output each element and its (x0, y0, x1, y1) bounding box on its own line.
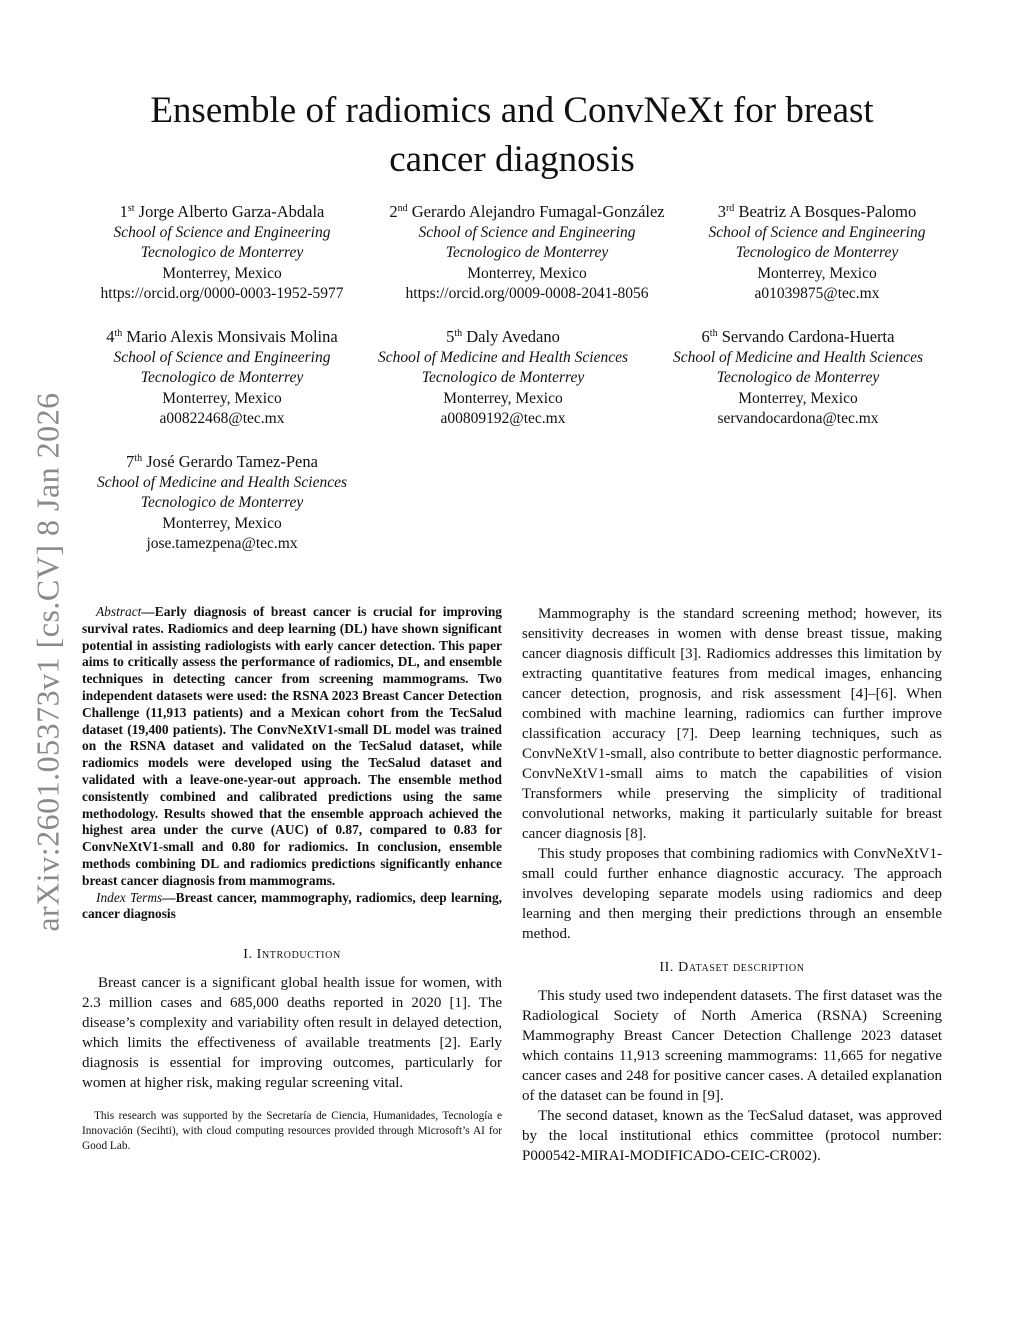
author-ordinal: 3 (717, 202, 726, 221)
author-institution: Tecnologico de Monterrey (421, 369, 585, 386)
abstract-text: Early diagnosis of breast cancer is crucial for improving survival rates. Radiomics and deep learning (DL) have shown significant potential in assisting radiologists with early cancer detection. This paper aims to critically assess the performance of radiomics, DL, and ensemble techniques in detecting cancer from screening mammograms. Two independent datasets were used: the RSNA 2023 Breast Cancer Detection Challenge (11,913 patients) and a Mexican cohort from the TecSalud dataset (19,400 patients). The ConvNeXtV1-small DL model was trained on the RSNA dataset and validated on the TecSalud dataset, while radiomics models were developed using the TecSalud dataset and validated with a leave-one-year-out approach. The ensemble method consistently combined and calibrated predictions using the same methodology. Results showed that the ensemble approach achieved the highest area under the curve (AUC) of 0.87, compared to 0.83 for ConvNeXtV1-small and 0.80 for radiomics. In conclusion, ensemble methods combining DL and radiomics predictions significantly enhance breast cancer diagnosis from mammograms. (82, 604, 502, 888)
author-location: Monterrey, Mexico (467, 264, 587, 282)
author-institution: Tecnologico de Monterrey (140, 369, 304, 386)
author-ordinal-suffix: nd (397, 203, 408, 214)
author-location: Monterrey, Mexico (162, 264, 282, 282)
author-institution: Tecnologico de Monterrey (140, 244, 304, 261)
author-name: Beatriz A Bosques-Palomo (738, 202, 917, 221)
author-ordinal-suffix: rd (725, 203, 735, 214)
author-school: School of Medicine and Health Sciences (377, 348, 629, 366)
section-heading-dataset: II. Dataset description (659, 960, 805, 975)
author-block-4 (72, 327, 372, 430)
dataset-paragraph-1: This study used two independent datasets. The first dataset was the Radiological Society of North America (RSNA) Screening Mammography Breast Cancer Detection Challenge 2023 dataset which contains 11,913 screening mammograms: 11,665 for negative cancer cases and 248 for positive cancer cases. A detailed explanation of the dataset can be found in [9]. (522, 988, 942, 1104)
author-ordinal-suffix: th (709, 328, 718, 339)
index-terms-dash: — (162, 889, 176, 905)
author-name: Servando Cardona-Huerta (721, 327, 895, 346)
author-institution: Tecnologico de Monterrey (445, 244, 609, 261)
author-name: Mario Alexis Monsivais Molina (126, 327, 338, 346)
index-terms (82, 890, 502, 924)
author-school: School of Science and Engineering (113, 348, 331, 366)
author-block-2 (372, 202, 682, 305)
author-ordinal-suffix: th (134, 453, 143, 464)
author-school: School of Science and Engineering (708, 223, 926, 241)
abstract-dash: — (141, 604, 155, 619)
author-contact: servandocardona@tec.mx (717, 410, 879, 427)
author-contact: a01039875@tec.mx (754, 285, 880, 302)
author-block-1 (72, 202, 372, 305)
section-heading-introduction: I. Introduction (243, 947, 341, 963)
author-ordinal: 5 (446, 327, 455, 346)
paper-title-line-2: cancer diagnosis (389, 139, 635, 180)
author-location: Monterrey, Mexico (738, 389, 858, 407)
author-ordinal: 2 (389, 202, 398, 221)
author-ordinal: 7 (126, 452, 135, 471)
right-column (522, 604, 942, 1166)
abstract-label: Abstract (96, 604, 142, 619)
author-block-6 (652, 327, 944, 430)
abstract (82, 604, 502, 890)
author-name: Daly Avedano (466, 327, 560, 346)
author-ordinal: 6 (701, 327, 710, 346)
author-ordinal-suffix: st (127, 203, 135, 214)
index-terms-text: Breast cancer, mammography, radiomics, deep learning, cancer diagnosis (82, 889, 502, 922)
author-contact: a00822468@tec.mx (159, 410, 285, 427)
author-contact: jose.tamezpena@tec.mx (146, 535, 298, 552)
index-terms-label: Index Terms (96, 889, 163, 905)
author-contact: a00809192@tec.mx (440, 410, 566, 427)
author-block-3 (682, 202, 952, 305)
author-name: Jorge Alberto Garza-Abdala (138, 202, 325, 221)
funding-footnote: This research was supported by the Secretaría de Ciencia, Humanidades, Tecnología e Innovación (Secihti), with cloud computing resources provided through Microsoft’s AI for Good Lab. (82, 1110, 502, 1153)
dataset-paragraph-2: The second dataset, known as the TecSalud dataset, was approved by the local institutional ethics committee (protocol number: P000542-MIRAI-MODIFICADO-CEIC-CR002). (522, 1108, 942, 1164)
left-column (82, 604, 502, 1154)
arxiv-identifier-text: arXiv:2601.05373v1 [cs.CV] 8 Jan 2026 (29, 392, 66, 932)
author-ordinal-suffix: th (114, 328, 123, 339)
author-location: Monterrey, Mexico (443, 389, 563, 407)
author-contact: https://orcid.org/0009-0008-2041-8056 (405, 285, 649, 302)
author-location: Monterrey, Mexico (162, 514, 282, 532)
author-school: School of Medicine and Health Sciences (96, 473, 348, 491)
author-ordinal-suffix: th (454, 328, 463, 339)
author-school: School of Medicine and Health Sciences (672, 348, 924, 366)
introduction-paragraph: Breast cancer is a significant global health issue for women, with 2.3 million cases and 685,000 deaths reported in 2020 [1]. The disease’s complexity and variability often result in delayed detection, which limits the effectiveness of available treatments [2]. Early diagnosis is essential for improving outcomes, particularly for women at higher risk, making regular screening vital. (82, 975, 502, 1092)
author-school: School of Science and Engineering (418, 223, 636, 241)
author-location: Monterrey, Mexico (757, 264, 877, 282)
author-ordinal: 4 (106, 327, 115, 346)
author-institution: Tecnologico de Monterrey (716, 369, 880, 386)
author-block-7 (76, 452, 368, 555)
paper-title (80, 86, 944, 184)
author-name: Gerardo Alejandro Fumagal-González (411, 202, 665, 221)
motivation-paragraph: Mammography is the standard screening method; however, its sensitivity decreases in women with dense breast tissue, making cancer diagnosis difficult [3]. Radiomics addresses this limitation by extracting quantitative features from medical images, enhancing cancer detection, prognosis, and risk assessment [4]–[6]. When combined with machine learning, radiomics can further improve classification accuracy [7]. Deep learning techniques, such as ConvNeXtV1-small, also contribute to better diagnostic performance. ConvNeXtV1-small aims to match the capabilities of vision Transformers while preserving the simplicity of traditional convolutional networks, making it particularly suitable for breast cancer diagnosis [8]. (522, 606, 942, 842)
author-ordinal: 1 (119, 202, 128, 221)
proposal-paragraph: This study proposes that combining radiomics with ConvNeXtV1-small could further enhance diagnostic accuracy. The approach involves developing separate models using radiomics and deep learning and then merging their predictions through an ensemble method. (522, 846, 942, 942)
paper-title-line-1: Ensemble of radiomics and ConvNeXt for breast (150, 90, 874, 131)
author-school: School of Science and Engineering (113, 223, 331, 241)
author-institution: Tecnologico de Monterrey (735, 244, 899, 261)
author-location: Monterrey, Mexico (162, 389, 282, 407)
author-contact: https://orcid.org/0000-0003-1952-5977 (100, 285, 344, 302)
author-name: José Gerardo Tamez-Pena (146, 452, 318, 471)
author-institution: Tecnologico de Monterrey (140, 494, 304, 511)
author-block-5 (357, 327, 649, 430)
